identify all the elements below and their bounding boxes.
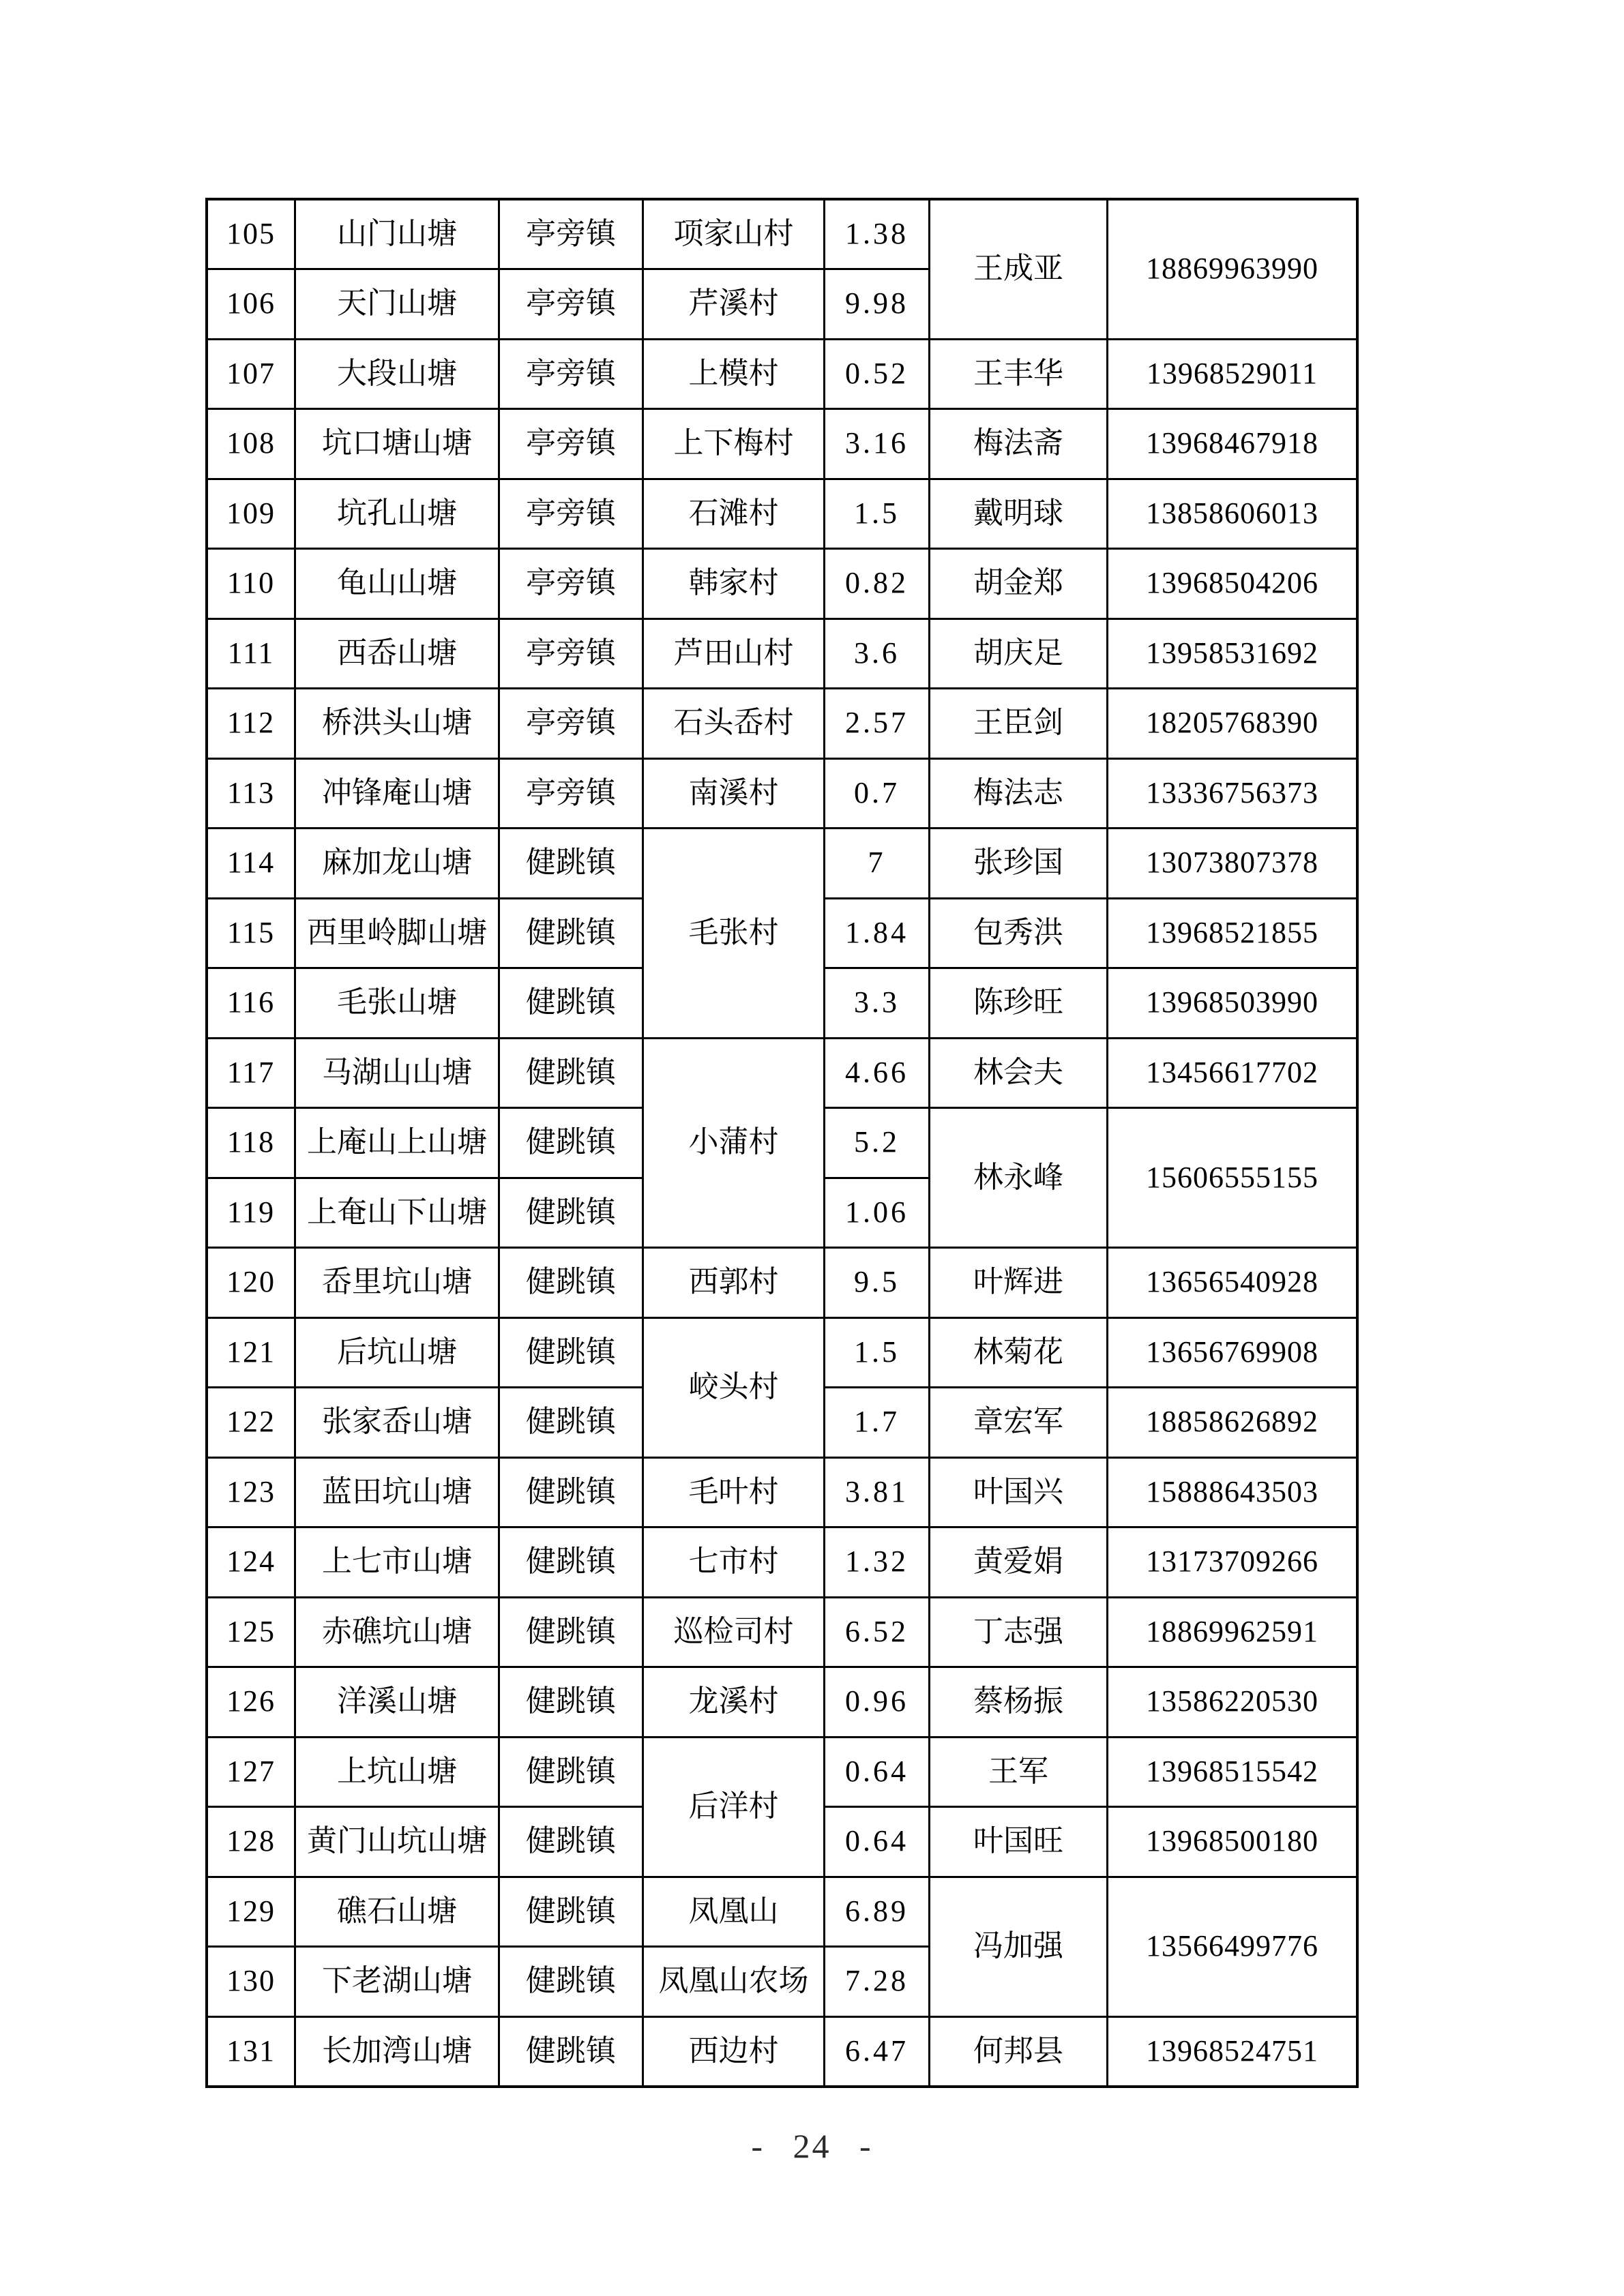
cell-person: 王成亚 xyxy=(930,199,1108,339)
cell-area: 1.06 xyxy=(825,1178,930,1248)
cell-name: 洋溪山塘 xyxy=(295,1667,499,1738)
cell-phone: 13968529011 xyxy=(1108,339,1358,409)
cell-village: 凤凰山 xyxy=(643,1877,825,1947)
cell-no: 105 xyxy=(207,199,295,269)
cell-person: 陈珍旺 xyxy=(930,968,1108,1039)
cell-phone: 18869962591 xyxy=(1108,1597,1358,1667)
cell-area: 9.5 xyxy=(825,1248,930,1318)
cell-area: 1.84 xyxy=(825,898,930,968)
cell-person: 王臣剑 xyxy=(930,689,1108,759)
cell-town: 健跳镇 xyxy=(499,1317,643,1388)
cell-village: 毛叶村 xyxy=(643,1457,825,1527)
cell-name: 礁石山塘 xyxy=(295,1877,499,1947)
cell-person: 章宏军 xyxy=(930,1388,1108,1458)
page-number: - 24 - xyxy=(751,2127,873,2165)
cell-name: 天门山塘 xyxy=(295,269,499,340)
cell-name: 坑口塘山塘 xyxy=(295,409,499,479)
cell-name: 长加湾山塘 xyxy=(295,2016,499,2087)
cell-no: 110 xyxy=(207,549,295,619)
table-row xyxy=(207,689,1357,759)
cell-town: 健跳镇 xyxy=(499,1667,643,1738)
cell-village: 巡检司村 xyxy=(643,1597,825,1667)
cell-area: 1.5 xyxy=(825,1317,930,1388)
cell-town: 健跳镇 xyxy=(499,1527,643,1598)
cell-area: 1.5 xyxy=(825,479,930,549)
cell-name: 上坑山塘 xyxy=(295,1737,499,1807)
cell-area: 4.66 xyxy=(825,1038,930,1108)
cell-phone: 18205768390 xyxy=(1108,689,1358,759)
cell-person: 冯加强 xyxy=(930,1877,1108,2016)
cell-area: 3.16 xyxy=(825,409,930,479)
pond-table-body xyxy=(207,199,1357,2087)
cell-town: 亭旁镇 xyxy=(499,618,643,689)
cell-no: 130 xyxy=(207,1947,295,2017)
cell-no: 126 xyxy=(207,1667,295,1738)
cell-no: 127 xyxy=(207,1737,295,1807)
cell-phone: 18858626892 xyxy=(1108,1388,1358,1458)
cell-area: 3.3 xyxy=(825,968,930,1039)
cell-town: 亭旁镇 xyxy=(499,479,643,549)
cell-no: 109 xyxy=(207,479,295,549)
cell-phone: 13968515542 xyxy=(1108,1737,1358,1807)
cell-town: 健跳镇 xyxy=(499,1597,643,1667)
cell-area: 3.6 xyxy=(825,618,930,689)
cell-no: 115 xyxy=(207,898,295,968)
cell-town: 亭旁镇 xyxy=(499,689,643,759)
cell-town: 健跳镇 xyxy=(499,898,643,968)
cell-area: 0.82 xyxy=(825,549,930,619)
table-row xyxy=(207,1248,1357,1318)
cell-town: 亭旁镇 xyxy=(499,409,643,479)
cell-no: 131 xyxy=(207,2016,295,2087)
cell-person: 林菊花 xyxy=(930,1317,1108,1388)
cell-no: 116 xyxy=(207,968,295,1039)
cell-name: 赤礁坑山塘 xyxy=(295,1597,499,1667)
cell-phone: 13656769908 xyxy=(1108,1317,1358,1388)
cell-person: 林会夫 xyxy=(930,1038,1108,1108)
cell-phone: 13968500180 xyxy=(1108,1807,1358,1877)
cell-town: 健跳镇 xyxy=(499,1877,643,1947)
cell-village: 凤凰山农场 xyxy=(643,1947,825,2017)
cell-area: 0.64 xyxy=(825,1807,930,1877)
table-row xyxy=(207,1667,1357,1738)
cell-name: 张家岙山塘 xyxy=(295,1388,499,1458)
cell-town: 健跳镇 xyxy=(499,2016,643,2087)
cell-name: 桥洪头山塘 xyxy=(295,689,499,759)
cell-phone: 13958531692 xyxy=(1108,618,1358,689)
table-row xyxy=(207,1038,1357,1108)
pond-table xyxy=(205,198,1359,2088)
cell-no: 111 xyxy=(207,618,295,689)
cell-phone: 13456617702 xyxy=(1108,1038,1358,1108)
cell-area: 1.7 xyxy=(825,1388,930,1458)
cell-village: 西郭村 xyxy=(643,1248,825,1318)
cell-person: 梅法志 xyxy=(930,758,1108,829)
cell-phone: 15606555155 xyxy=(1108,1108,1358,1248)
cell-village: 南溪村 xyxy=(643,758,825,829)
cell-no: 129 xyxy=(207,1877,295,1947)
table-row xyxy=(207,829,1357,899)
cell-phone: 13858606013 xyxy=(1108,479,1358,549)
cell-phone: 13566499776 xyxy=(1108,1877,1358,2016)
cell-town: 亭旁镇 xyxy=(499,199,643,269)
cell-no: 113 xyxy=(207,758,295,829)
cell-person: 胡金郑 xyxy=(930,549,1108,619)
cell-area: 1.38 xyxy=(825,199,930,269)
cell-town: 健跳镇 xyxy=(499,1947,643,2017)
cell-area: 6.89 xyxy=(825,1877,930,1947)
cell-area: 0.52 xyxy=(825,339,930,409)
cell-no: 112 xyxy=(207,689,295,759)
cell-no: 121 xyxy=(207,1317,295,1388)
cell-no: 119 xyxy=(207,1178,295,1248)
cell-town: 亭旁镇 xyxy=(499,549,643,619)
cell-person: 王军 xyxy=(930,1737,1108,1807)
table-row xyxy=(207,1457,1357,1527)
cell-person: 叶国兴 xyxy=(930,1457,1108,1527)
cell-village: 韩家村 xyxy=(643,549,825,619)
cell-no: 124 xyxy=(207,1527,295,1598)
cell-town: 健跳镇 xyxy=(499,1807,643,1877)
cell-area: 5.2 xyxy=(825,1108,930,1178)
cell-area: 0.7 xyxy=(825,758,930,829)
cell-person: 黄爱娟 xyxy=(930,1527,1108,1598)
table-row xyxy=(207,618,1357,689)
cell-name: 蓝田坑山塘 xyxy=(295,1457,499,1527)
cell-no: 125 xyxy=(207,1597,295,1667)
cell-village: 后洋村 xyxy=(643,1737,825,1877)
cell-name: 上庵山上山塘 xyxy=(295,1108,499,1178)
cell-town: 亭旁镇 xyxy=(499,339,643,409)
table-row xyxy=(207,339,1357,409)
cell-name: 龟山山塘 xyxy=(295,549,499,619)
cell-town: 健跳镇 xyxy=(499,1457,643,1527)
cell-no: 128 xyxy=(207,1807,295,1877)
cell-name: 岙里坑山塘 xyxy=(295,1248,499,1318)
cell-town: 健跳镇 xyxy=(499,1248,643,1318)
cell-person: 梅法斋 xyxy=(930,409,1108,479)
cell-village: 七市村 xyxy=(643,1527,825,1598)
cell-area: 7.28 xyxy=(825,1947,930,2017)
cell-no: 122 xyxy=(207,1388,295,1458)
cell-name: 西岙山塘 xyxy=(295,618,499,689)
table-row xyxy=(207,2016,1357,2087)
cell-phone: 13968521855 xyxy=(1108,898,1358,968)
cell-no: 107 xyxy=(207,339,295,409)
table-row xyxy=(207,479,1357,549)
cell-person: 丁志强 xyxy=(930,1597,1108,1667)
cell-town: 健跳镇 xyxy=(499,1388,643,1458)
cell-no: 117 xyxy=(207,1038,295,1108)
cell-name: 麻加龙山塘 xyxy=(295,829,499,899)
cell-name: 山门山塘 xyxy=(295,199,499,269)
cell-no: 118 xyxy=(207,1108,295,1178)
cell-village: 石滩村 xyxy=(643,479,825,549)
cell-no: 106 xyxy=(207,269,295,340)
cell-village: 上下梅村 xyxy=(643,409,825,479)
table-row xyxy=(207,1527,1357,1598)
cell-person: 王丰华 xyxy=(930,339,1108,409)
table-row xyxy=(207,758,1357,829)
cell-area: 7 xyxy=(825,829,930,899)
cell-person: 蔡杨振 xyxy=(930,1667,1108,1738)
cell-no: 114 xyxy=(207,829,295,899)
table-row xyxy=(207,1597,1357,1667)
cell-town: 健跳镇 xyxy=(499,968,643,1039)
cell-person: 林永峰 xyxy=(930,1108,1108,1248)
cell-name: 冲锋庵山塘 xyxy=(295,758,499,829)
table-row xyxy=(207,199,1357,269)
cell-phone: 18869963990 xyxy=(1108,199,1358,339)
cell-phone: 15888643503 xyxy=(1108,1457,1358,1527)
table-row xyxy=(207,1317,1357,1388)
cell-town: 亭旁镇 xyxy=(499,758,643,829)
cell-name: 上奄山下山塘 xyxy=(295,1178,499,1248)
cell-name: 马湖山山塘 xyxy=(295,1038,499,1108)
cell-village: 芹溪村 xyxy=(643,269,825,340)
cell-phone: 13073807378 xyxy=(1108,829,1358,899)
cell-no: 120 xyxy=(207,1248,295,1318)
cell-area: 6.52 xyxy=(825,1597,930,1667)
cell-village: 上模村 xyxy=(643,339,825,409)
cell-area: 1.32 xyxy=(825,1527,930,1598)
cell-village: 毛张村 xyxy=(643,829,825,1039)
cell-village: 西边村 xyxy=(643,2016,825,2087)
cell-town: 亭旁镇 xyxy=(499,269,643,340)
cell-town: 健跳镇 xyxy=(499,1737,643,1807)
cell-no: 108 xyxy=(207,409,295,479)
cell-name: 上七市山塘 xyxy=(295,1527,499,1598)
cell-phone: 13968503990 xyxy=(1108,968,1358,1039)
cell-area: 9.98 xyxy=(825,269,930,340)
cell-name: 后坑山塘 xyxy=(295,1317,499,1388)
cell-area: 2.57 xyxy=(825,689,930,759)
cell-phone: 13968467918 xyxy=(1108,409,1358,479)
cell-name: 西里岭脚山塘 xyxy=(295,898,499,968)
cell-town: 健跳镇 xyxy=(499,1108,643,1178)
cell-person: 戴明球 xyxy=(930,479,1108,549)
cell-person: 叶国旺 xyxy=(930,1807,1108,1877)
cell-village: 龙溪村 xyxy=(643,1667,825,1738)
cell-phone: 13173709266 xyxy=(1108,1527,1358,1598)
cell-village: 小蒲村 xyxy=(643,1038,825,1248)
cell-village: 峧头村 xyxy=(643,1317,825,1457)
cell-phone: 13968504206 xyxy=(1108,549,1358,619)
cell-person: 叶辉进 xyxy=(930,1248,1108,1318)
cell-name: 黄门山坑山塘 xyxy=(295,1807,499,1877)
cell-name: 下老湖山塘 xyxy=(295,1947,499,2017)
cell-person: 张珍国 xyxy=(930,829,1108,899)
table-row xyxy=(207,1877,1357,1947)
cell-area: 6.47 xyxy=(825,2016,930,2087)
cell-phone: 13968524751 xyxy=(1108,2016,1358,2087)
table-row xyxy=(207,409,1357,479)
cell-town: 健跳镇 xyxy=(499,829,643,899)
cell-phone: 13656540928 xyxy=(1108,1248,1358,1318)
cell-phone: 13336756373 xyxy=(1108,758,1358,829)
cell-name: 坑孔山塘 xyxy=(295,479,499,549)
cell-area: 0.64 xyxy=(825,1737,930,1807)
cell-name: 大段山塘 xyxy=(295,339,499,409)
cell-area: 0.96 xyxy=(825,1667,930,1738)
cell-village: 芦田山村 xyxy=(643,618,825,689)
cell-no: 123 xyxy=(207,1457,295,1527)
cell-village: 石头岙村 xyxy=(643,689,825,759)
cell-person: 何邦县 xyxy=(930,2016,1108,2087)
cell-town: 健跳镇 xyxy=(499,1038,643,1108)
cell-phone: 13586220530 xyxy=(1108,1667,1358,1738)
table-row xyxy=(207,1737,1357,1807)
cell-town: 健跳镇 xyxy=(499,1178,643,1248)
cell-person: 包秀洪 xyxy=(930,898,1108,968)
cell-person: 胡庆足 xyxy=(930,618,1108,689)
table-row xyxy=(207,549,1357,619)
cell-village: 项家山村 xyxy=(643,199,825,269)
cell-area: 3.81 xyxy=(825,1457,930,1527)
cell-name: 毛张山塘 xyxy=(295,968,499,1039)
